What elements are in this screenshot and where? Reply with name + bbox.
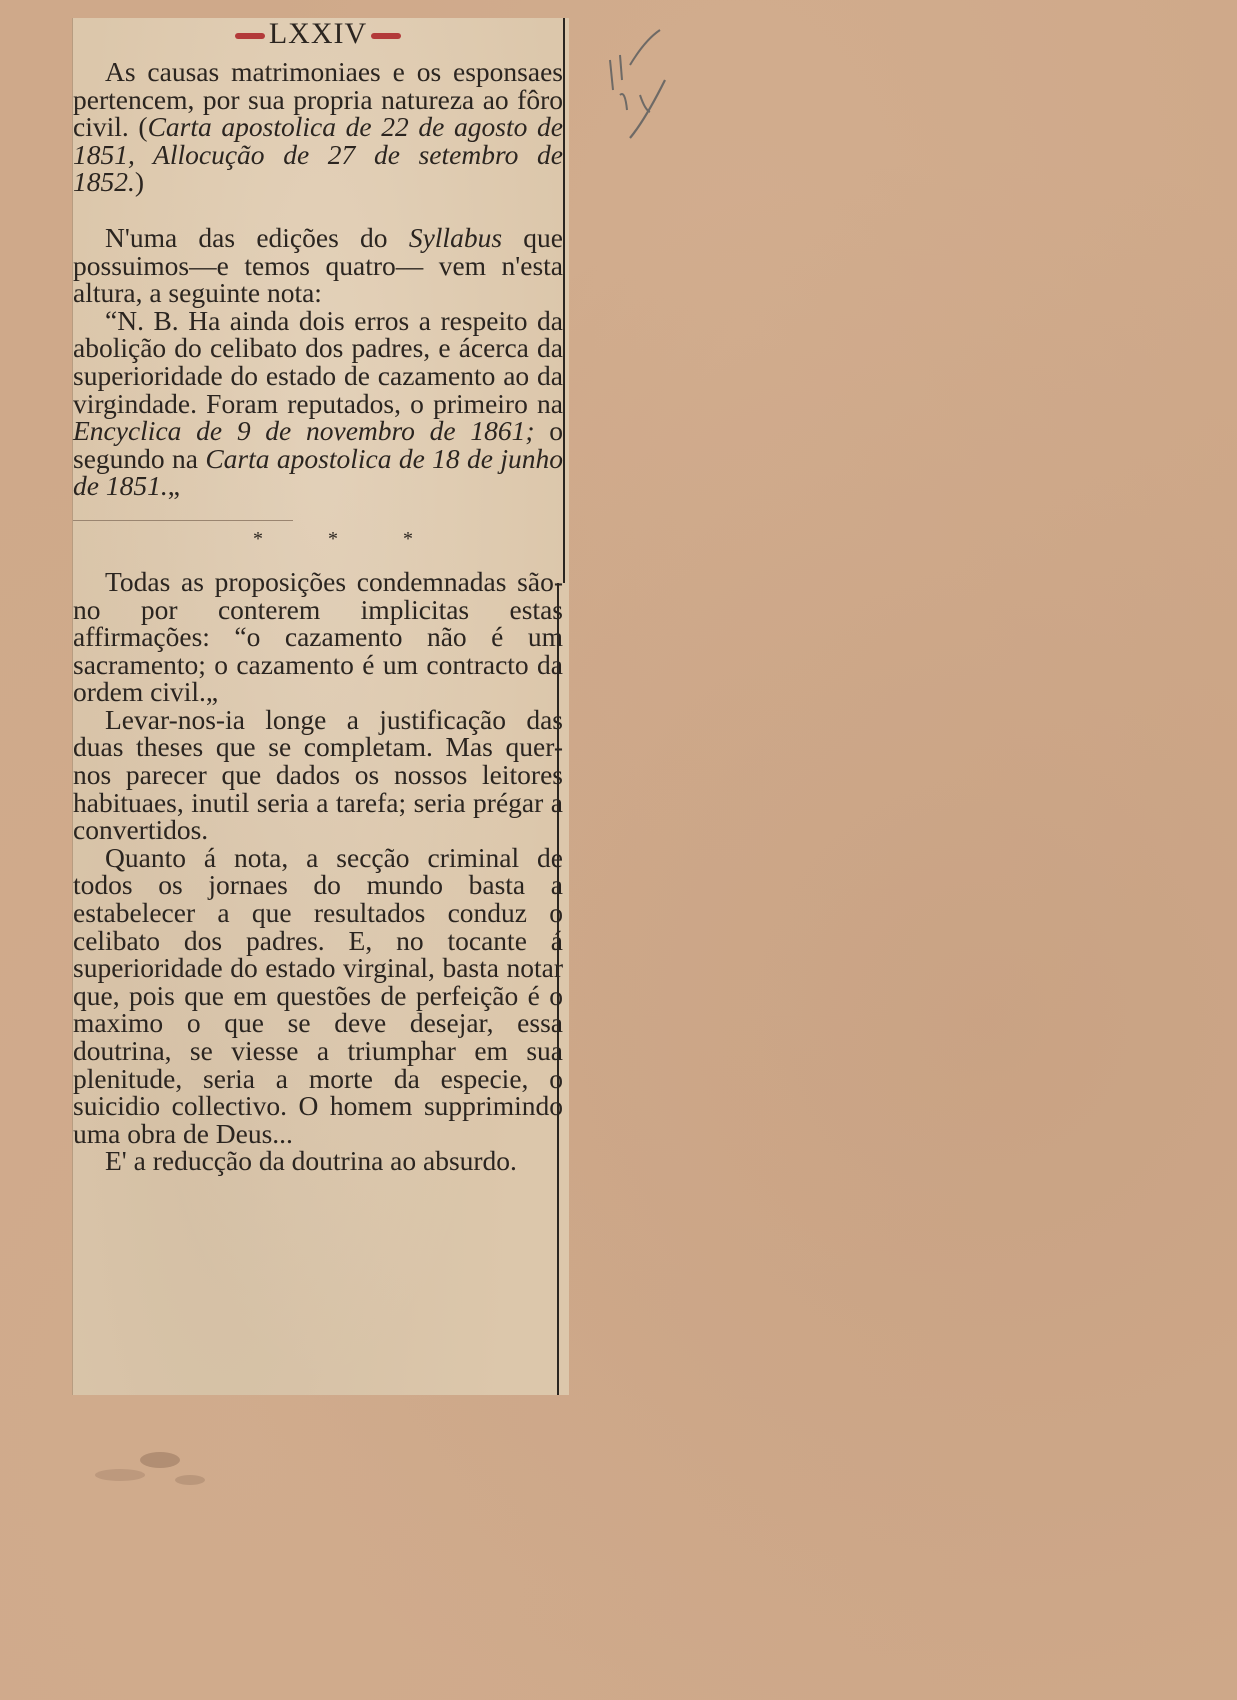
text-column	[73, 18, 563, 1175]
paragraph-7: E' a reducção da doutrina ao absurdo.	[105, 1145, 517, 1177]
heading-text: LXXIV	[268, 17, 368, 50]
separator-text: * * *	[253, 527, 443, 550]
paragraph-6: Quanto á nota, a secção criminal de todos os jornaes do mundo basta a estabelecer a que resultados conduz o celibato dos padres. E, no tocante á superioridade do estado virginal, basta notar que, pois que em questões de perfeição é o maximo o que se deve desejar, essa doutrina, se viesse a triumphar em sua plenitude, seria a morte da especie, o suicidio collectivo. O homem supprimindo uma obra de Deus...	[73, 841, 563, 1149]
paragraph-4: Todas as proposições condemnadas são-no por conterem implicitas estas affirmações: “o cazamento não é um sacramento; o cazamento é um contracto da ordem civil.„	[73, 565, 563, 708]
paragraph-5: Levar-nos-ia longe a justificação das duas theses que se completam. Mas quer-nos parecer que dados os nossos leitores habituaes, inutil seria a tarefa; seria prégar a convertidos.	[73, 703, 563, 846]
ink-smudge	[60, 1440, 230, 1500]
separator-line	[73, 520, 293, 521]
handwritten-page-number	[605, 20, 685, 140]
red-dash-left	[235, 33, 265, 39]
section-heading	[73, 18, 563, 54]
separator-stars	[73, 508, 563, 568]
newspaper-clipping	[72, 18, 569, 1395]
red-dash-right	[371, 33, 401, 39]
paragraph-2: N'uma das edições do Syllabus que possuimos—e temos quatro— vem n'esta altura, a seguinte nota:	[73, 221, 563, 309]
paragraph-1: As causas matrimoniaes e os esponsaes pertencem, por sua propria natureza ao fôro civil. (Carta apostolica de 22 de agosto de 1851, Allocução de 27 de setembro de 1852.)	[73, 56, 563, 198]
paragraph-3: “N. B. Ha ainda dois erros a respeito da abolição do celibato dos padres, e ácerca da superioridade do estado de cazamento ao da virgindade. Foram reputados, o primeiro na Encyclica de 9 de novembro de 1861; o segundo na Carta apostolica de 18 de junho de 1851.„	[73, 304, 563, 502]
column-rule	[563, 18, 565, 583]
